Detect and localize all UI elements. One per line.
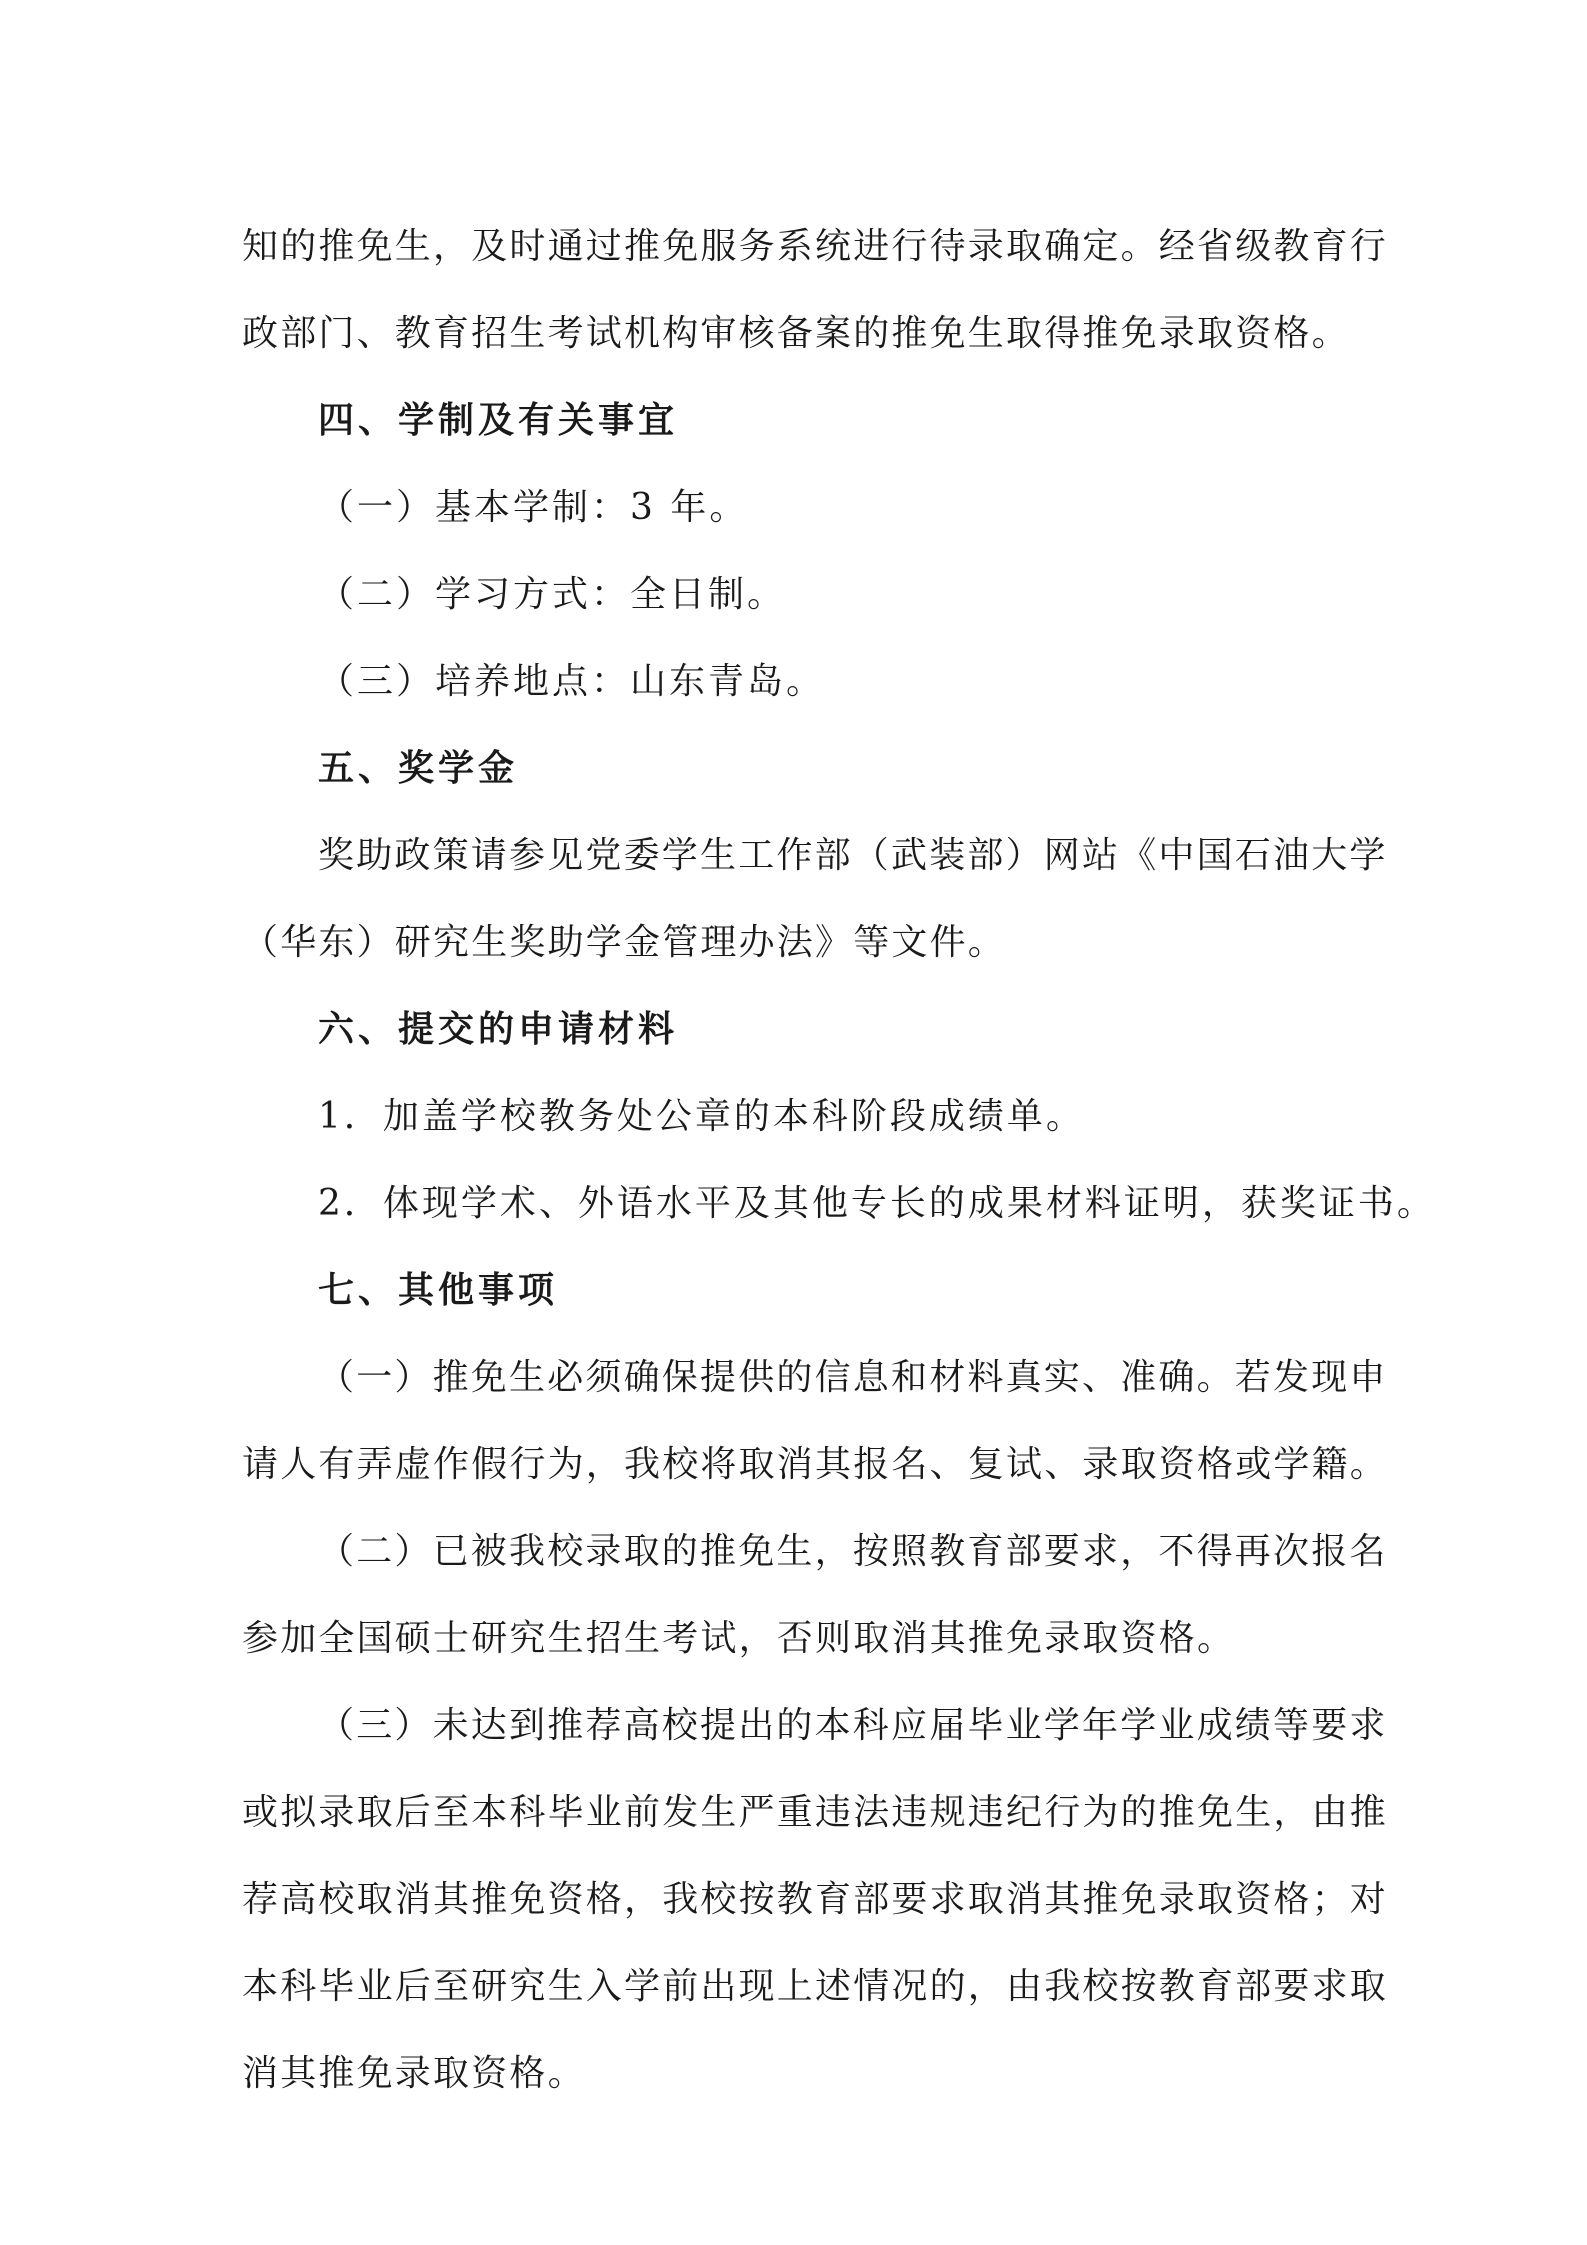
paragraph-line: （二）已被我校录取的推免生，按照教育部要求，不得再次报名	[318, 1531, 1388, 1572]
paragraph-line: 荐高校取消其推免资格，我校按教育部要求取消其推免录取资格；对	[242, 1879, 1389, 1920]
paragraph-line: 请人有弄虚作假行为，我校将取消其报名、复试、录取资格或学籍。	[242, 1444, 1389, 1485]
paragraph-line: 或拟录取后至本科毕业前发生严重违法违规违纪行为的推免生，由推	[242, 1792, 1389, 1833]
list-item: （一）基本学制：3 年。	[318, 487, 749, 528]
list-item: （三）培养地点：山东青岛。	[318, 661, 826, 702]
paragraph-line: 知的推免生，及时通过推免服务系统进行待录取确定。经省级教育行	[242, 226, 1389, 267]
paragraph-line: 政部门、教育招生考试机构审核备案的推免生取得推免录取资格。	[242, 313, 1350, 354]
paragraph-line: 奖助政策请参见党委学生工作部（武装部）网站《中国石油大学	[318, 835, 1388, 876]
paragraph-line: （一）推免生必须确保提供的信息和材料真实、准确。若发现申	[318, 1357, 1388, 1398]
section-heading-5: 五、奖学金	[318, 748, 519, 789]
paragraph-line: （三）未达到推荐高校提出的本科应届毕业学年学业成绩等要求	[318, 1705, 1388, 1746]
section-heading-6: 六、提交的申请材料	[318, 1009, 679, 1050]
section-heading-7: 七、其他事项	[318, 1270, 559, 1311]
paragraph-line: 本科毕业后至研究生入学前出现上述情况的，由我校按教育部要求取	[242, 1966, 1389, 2007]
paragraph-line: （华东）研究生奖助学金管理办法》等文件。	[242, 922, 1007, 963]
paragraph-line: 消其推免录取资格。	[242, 2053, 586, 2094]
document-body	[242, 203, 1436, 2117]
list-item: （二）学习方式：全日制。	[318, 574, 787, 615]
paragraph-line: 参加全国硕士研究生招生考试，否则取消其推免录取资格。	[242, 1618, 1236, 1659]
section-heading-4: 四、学制及有关事宜	[318, 400, 679, 441]
list-item: 2．体现学术、外语水平及其他专长的成果材料证明，获奖证书。	[318, 1183, 1436, 1224]
list-item: 1．加盖学校教务处公章的本科阶段成绩单。	[318, 1096, 1085, 1137]
